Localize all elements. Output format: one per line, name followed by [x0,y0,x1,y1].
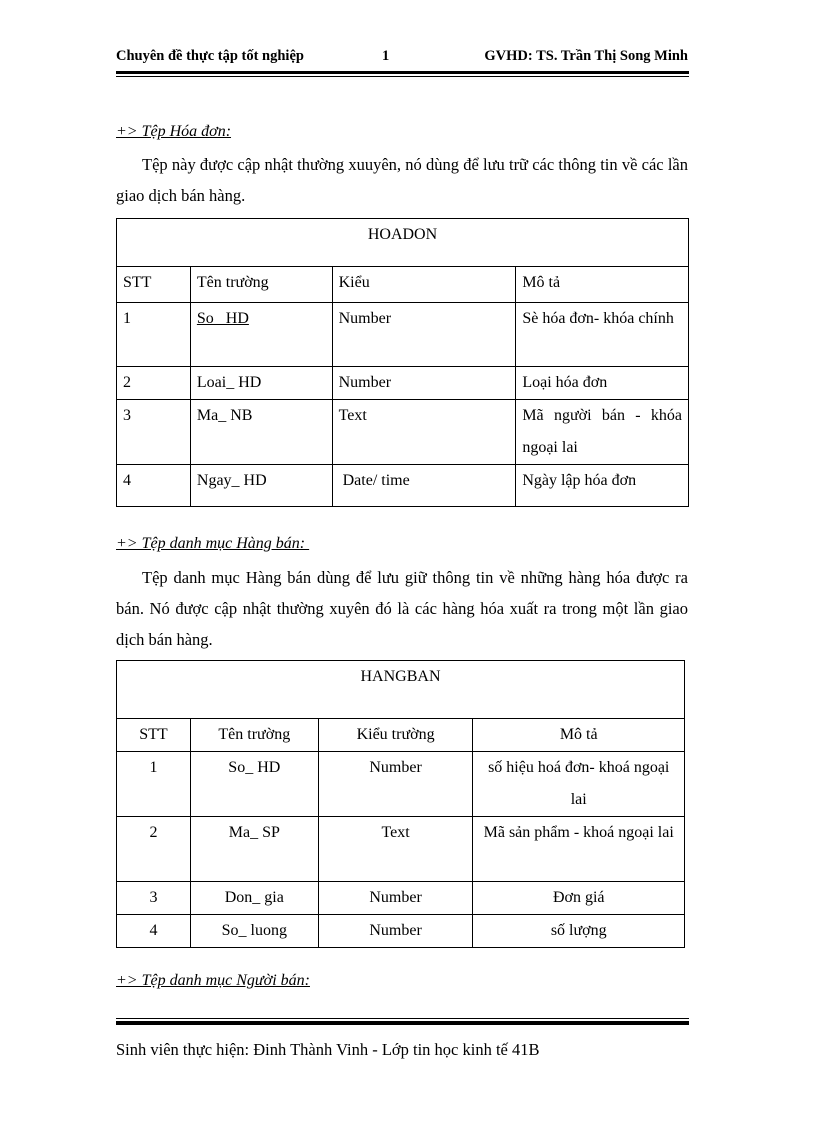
table-row [117,817,685,882]
section-title-nguoiban: +> Tệp danh mục Người bán: [116,972,310,989]
table-cell: Date/ time [332,465,516,507]
table-cell [190,303,332,367]
header-advisor: GVHD: TS. Trần Thị Song Minh [484,48,688,64]
table-hangban [116,660,685,948]
table-cell: Number [318,915,473,948]
table-cell: 2 [117,817,191,882]
paragraph-hoadon: Tệp này được cập nhật thường xuuyên, nó dùng để lưu trữ các thông tin về các lần giao dịch bán hàng. [116,155,688,205]
section-title-hangban: +> Tệp danh mục Hàng bán: [116,535,310,552]
table-header: Tên trường [190,719,318,752]
table-cell: So_ HD [190,752,318,817]
primary-key-field: So_ HD [196,310,249,327]
table-cell: Mã sản phẩm - khoá ngoại lai [473,817,685,882]
table-cell: Loai_ HD [190,367,332,400]
table-cell: 4 [117,465,191,507]
table-row [117,400,689,465]
table-header: Kiểu [332,267,516,303]
table-header: Mô tả [473,719,685,752]
table-row [117,303,689,367]
paragraph-hangban: Tệp danh mục Hàng bán dùng để lưu giữ thông tin về những hàng hóa được ra bán. Nó được cập nhật thường xuyên đó là các hàng hóa xuất ra trong một lần giao dịch bán hàng. [116,568,688,649]
table-row [117,465,689,507]
table-cell: Number [332,303,516,367]
table-title: HOADON [117,219,689,267]
table-cell: Number [318,882,473,915]
footer-rule-thin [116,1018,689,1019]
header-rule-thick [116,71,689,74]
table-cell: 4 [117,915,191,948]
header-course: Chuyên đề thực tập tốt nghiệp [116,48,304,64]
table-header: Tên trường [190,267,332,303]
table-cell: Ngày lập hóa đơn [516,465,689,507]
table-cell: số lượng [473,915,685,948]
header-rule-thin [116,76,689,77]
header-page-number: 1 [382,48,390,64]
table-hoadon [116,218,689,507]
table-cell: 1 [117,752,191,817]
table-cell: 3 [117,882,191,915]
table-header: Kiểu trường [318,719,473,752]
table-cell: số hiệu hoá đơn- khoá ngoại lai [473,752,685,817]
table-cell: Sè hóa đơn- khóa chính [516,303,689,367]
table-cell: 2 [117,367,191,400]
table-cell: Ma_ SP [190,817,318,882]
table-cell: Mã người bán - khóa ngoại lai [516,400,689,465]
table-cell: Number [332,367,516,400]
table-cell: 3 [117,400,191,465]
footer-rule-thick [116,1021,689,1025]
table-row [117,915,685,948]
table-cell: Don_ gia [190,882,318,915]
section-title-hoadon: +> Tệp Hóa đơn: [116,123,232,140]
table-cell: Ma_ NB [190,400,332,465]
table-header: Mô tả [516,267,689,303]
table-row [117,882,685,915]
table-cell: So_ luong [190,915,318,948]
table-cell: 1 [117,303,191,367]
table-cell: Loại hóa đơn [516,367,689,400]
table-header: STT [117,267,191,303]
table-cell: Đơn giá [473,882,685,915]
table-cell: Number [318,752,473,817]
table-cell: Text [318,817,473,882]
table-cell: Text [332,400,516,465]
table-row [117,367,689,400]
table-header: STT [117,719,191,752]
table-cell: Ngay_ HD [190,465,332,507]
page-footer: Sinh viên thực hiện: Đinh Thành Vinh - Lớp tin học kinh tế 41B [116,1040,540,1059]
table-row [117,752,685,817]
table-title: HANGBAN [117,661,685,719]
